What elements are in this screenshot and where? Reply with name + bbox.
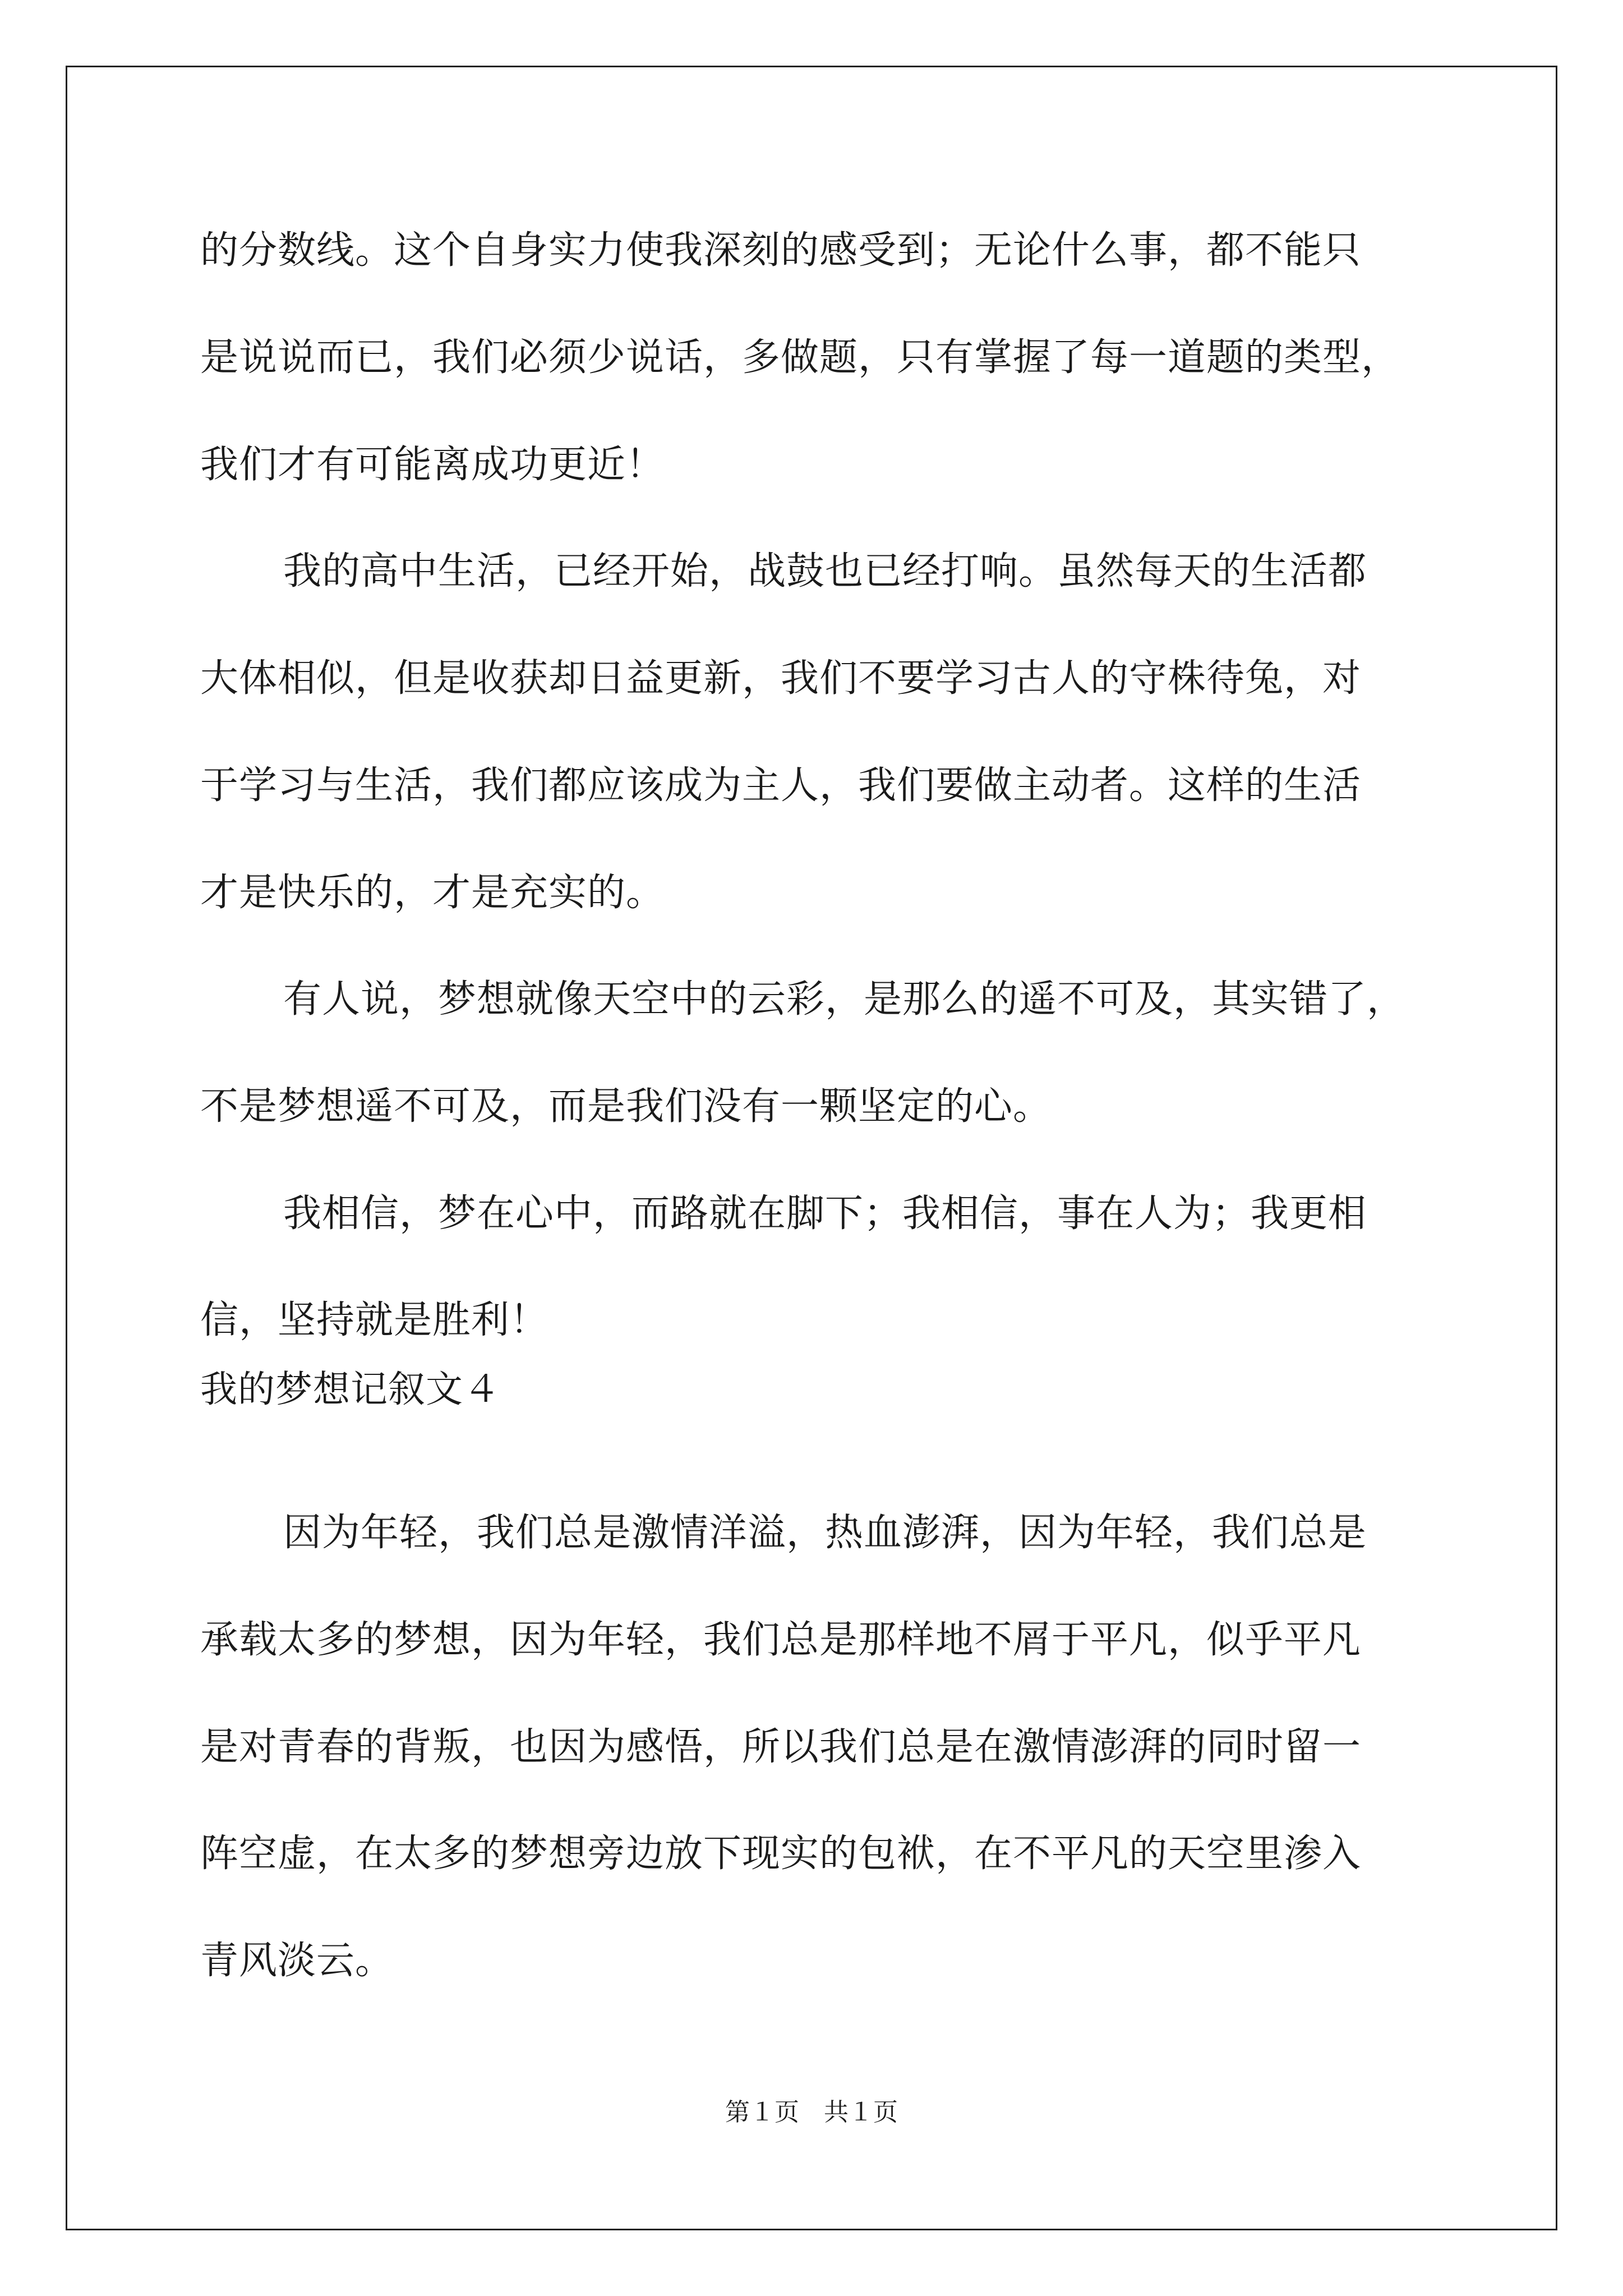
body-line: 于学习与生活，我们都应该成为主人，我们要做主动者。这样的生活 bbox=[200, 763, 1362, 808]
body-line: 是对青春的背叛，也因为感悟，所以我们总是在激情澎湃的同时留一 bbox=[200, 1725, 1362, 1769]
body-line: 承载太多的梦想，因为年轻，我们总是那样地不屑于平凡，似乎平凡 bbox=[200, 1618, 1362, 1662]
body-line: 阵空虚，在太多的梦想旁边放下现实的包袱，在不平凡的天空里渗入 bbox=[200, 1832, 1362, 1876]
body-line: 青风淡云。 bbox=[200, 1939, 394, 1983]
body-line: 大体相似，但是收获却日益更新，我们不要学习古人的守株待兔，对 bbox=[200, 656, 1362, 701]
body-line: 是说说而已，我们必须少说话，多做题，只有掌握了每一道题的类型， bbox=[200, 335, 1400, 380]
page-footer bbox=[0, 2097, 1623, 2128]
body-line: 信，坚持就是胜利！ bbox=[200, 1298, 549, 1342]
body-line: 因为年轻，我们总是激情洋溢，热血澎湃，因为年轻，我们总是 bbox=[283, 1511, 1367, 1555]
body-line: 我相信，梦在心中，而路就在脚下；我相信，事在人为；我更相 bbox=[283, 1191, 1367, 1236]
page-border bbox=[66, 66, 1557, 2230]
body-line: 才是快乐的，才是充实的。 bbox=[200, 871, 665, 915]
body-line: 我们才有可能离成功更近！ bbox=[200, 443, 665, 487]
section-heading: 我的梦想记叙文４ bbox=[200, 1368, 501, 1411]
page-number: 第１页 共１页 bbox=[725, 2098, 898, 2127]
body-line: 我的高中生活，已经开始，战鼓也已经打响。虽然每天的生活都 bbox=[283, 549, 1367, 593]
body-line: 不是梦想遥不可及，而是我们没有一颗坚定的心。 bbox=[200, 1084, 1052, 1129]
body-line: 有人说，梦想就像天空中的云彩，是那么的遥不可及，其实错了， bbox=[283, 977, 1406, 1022]
body-line: 的分数线。这个自身实力使我深刻的感受到；无论什么事，都不能只 bbox=[200, 228, 1362, 273]
